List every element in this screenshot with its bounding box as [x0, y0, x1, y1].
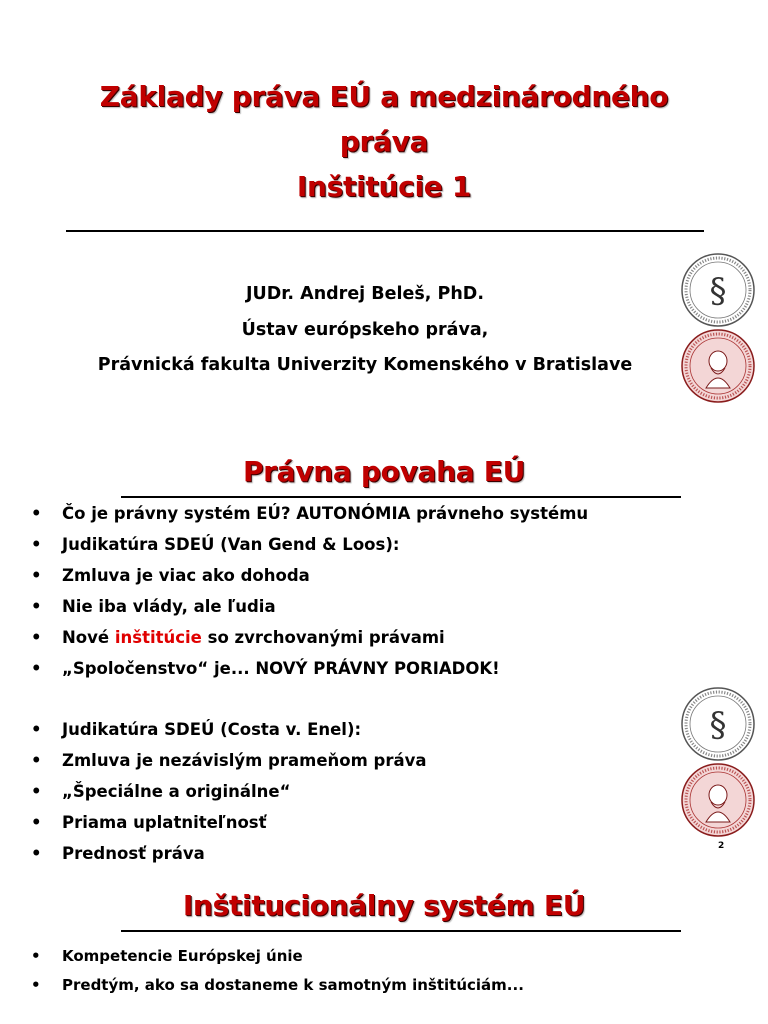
- list-item: • Judikatúra SDEÚ (Van Gend & Loos):: [31, 535, 400, 554]
- list-item: • „Špeciálne a originálne“: [31, 782, 291, 801]
- list-item: • Zmluva je nezávislým prameňom práva: [31, 751, 427, 770]
- list-item: • „Spoločenstvo“ je... NOVÝ PRÁVNY PORIADOK!: [31, 659, 500, 678]
- author-block: [0, 277, 730, 384]
- list-item: • Zmluva je viac ako dohoda: [31, 566, 310, 585]
- bullet-list-costa-enel: [0, 718, 427, 873]
- list-item: • Nové inštitúcie so zvrchovanými právami: [31, 628, 445, 647]
- page-number: 2: [718, 841, 725, 851]
- bullet-list-legal-nature: [0, 502, 588, 688]
- svg-text:§: §: [709, 705, 727, 745]
- section-heading-institutional-system: Inštitucionálny systém EÚ: [182, 889, 586, 922]
- title-divider: [66, 230, 704, 232]
- section2-divider: [121, 930, 681, 932]
- title-line-2: práva: [339, 125, 429, 158]
- highlighted-word: inštitúcie: [114, 628, 202, 647]
- comenius-university-seal-icon: [680, 328, 756, 404]
- author-faculty: Právnická fakulta Univerzity Komenského v Bratislave: [97, 355, 633, 375]
- list-item: • Priama uplatniteľnosť: [31, 813, 267, 832]
- title-line-3: Inštitúcie 1: [296, 170, 472, 203]
- author-institute: Ústav európskeho práva,: [241, 319, 489, 340]
- faculty-of-law-seal-icon: [680, 252, 756, 328]
- list-item: • Prednosť práva: [31, 844, 205, 863]
- list-item: • Nie iba vlády, ale ľudia: [31, 597, 276, 616]
- list-item: • Čo je právny systém EÚ? AUTONÓMIA právneho systému: [31, 504, 589, 523]
- document-title: [0, 74, 768, 209]
- faculty-of-law-seal-icon: [680, 686, 756, 762]
- list-item: • Kompetencie Európskej únie: [31, 947, 303, 965]
- section1-divider: [121, 496, 681, 498]
- list-item: • Judikatúra SDEÚ (Costa v. Enel):: [31, 720, 362, 739]
- title-line-1: Základy práva EÚ a medzinárodného: [99, 80, 669, 113]
- comenius-university-seal-icon: [680, 762, 756, 838]
- bullet-list-institutional-system: [0, 945, 524, 1003]
- author-name: JUDr. Andrej Beleš, PhD.: [246, 284, 484, 304]
- list-item: • Predtým, ako sa dostaneme k samotným inštitúciám...: [31, 976, 524, 994]
- section-heading-legal-nature: Právna povaha EÚ: [242, 455, 526, 488]
- svg-text:§: §: [709, 271, 727, 311]
